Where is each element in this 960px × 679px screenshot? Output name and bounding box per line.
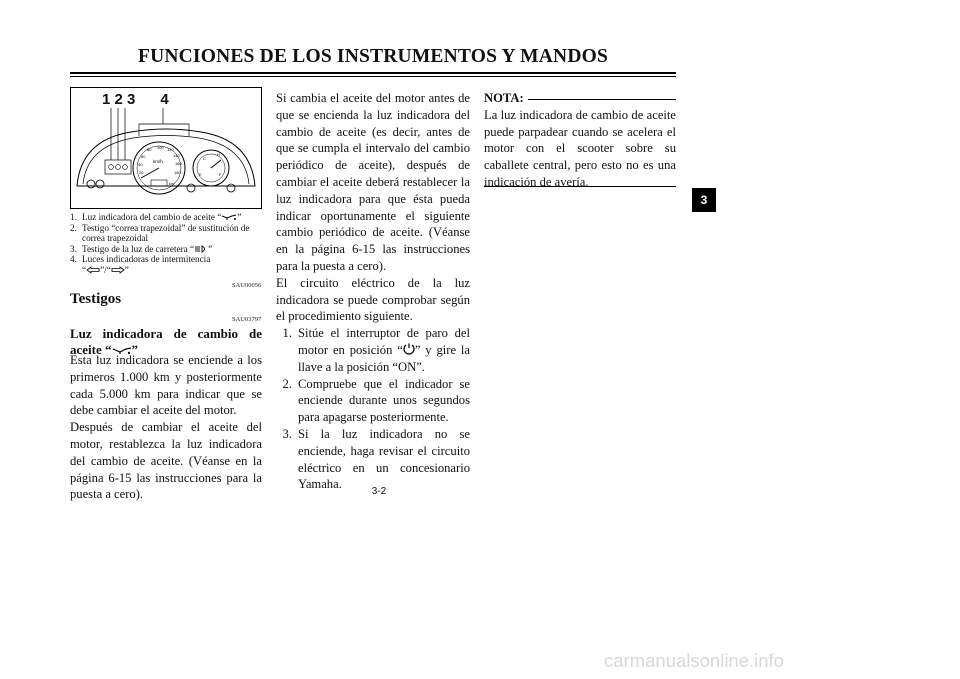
caption-text <box>82 254 210 275</box>
oil-change-icon <box>221 213 237 221</box>
engine-stop-icon <box>403 343 415 355</box>
step-number: 1. <box>282 326 292 341</box>
caption-text-part: Testigo de la luz de carretera “ <box>82 243 195 254</box>
caption-text-part: ” <box>124 264 129 275</box>
note-label: NOTA: <box>484 91 524 105</box>
procedure-step <box>276 325 470 375</box>
high-beam-icon <box>194 245 208 253</box>
step-text: Si la luz indicadora no se enciende, haga revisar el circuito eléctrico en un concesionario Yamaha. <box>298 426 470 492</box>
caption-text: Testigo “correa trapezoidal” de sustitución de correa trapezoidal <box>82 222 250 244</box>
caption-number: 3. <box>70 243 77 254</box>
paragraph: Después de cambiar el aceite del motor, restablezca la luz indicadora del cambio de aceite. (Véanse en la página 6-15 las instrucciones para la puesta a cero). <box>70 420 262 502</box>
caption-number: 2. <box>70 222 77 233</box>
step-text-part: ” y gire la llave a la posición “ON”. <box>298 342 470 374</box>
column-left-text <box>70 352 262 503</box>
instrument-cluster-drawing <box>71 88 261 208</box>
caption-text-part: Luz indicadora del cambio de aceite “ <box>82 212 222 222</box>
caption-text-part: ” <box>237 212 242 222</box>
note-end-rule <box>484 186 676 187</box>
speedo-tick: 120 <box>167 147 174 152</box>
caption-text-part: ” <box>208 243 213 254</box>
subsection-title-part: Luz indicadora de cambio de aceite “ <box>70 326 262 357</box>
speedo-tick: 160 <box>175 161 182 166</box>
chapter-tab: 3 <box>692 188 716 212</box>
gauge-label-cold: C <box>203 156 206 161</box>
step-number: 2. <box>282 376 292 391</box>
note-heading <box>484 90 676 107</box>
speedo-tick: 60 <box>141 154 146 159</box>
column-middle-text <box>276 90 470 493</box>
header-rule-thin <box>70 76 676 77</box>
reference-code: SAU00056 <box>232 282 262 289</box>
page-number: 3-2 <box>371 486 387 497</box>
speedo-tick: 100 <box>157 145 164 150</box>
caption-text <box>82 244 212 255</box>
speedo-tick: 40 <box>138 162 143 167</box>
page-header: FUNCIONES DE LOS INSTRUMENTOS Y MANDOS <box>137 46 609 67</box>
procedure-step <box>276 376 470 426</box>
procedure-step <box>276 426 470 493</box>
step-number: 3. <box>282 426 292 441</box>
speedo-unit: km/h <box>153 159 163 164</box>
turn-right-icon <box>111 266 125 274</box>
reference-code: SAU03797 <box>232 316 262 323</box>
gauge-label-hot: H <box>217 152 220 157</box>
paragraph: Esta luz indicadora se enciende a los primeros 1.000 km y posteriormente cada 5.000 km para indicar que se debe cambiar el aceite del motor. <box>70 353 262 418</box>
caption-item <box>70 212 264 223</box>
caption-item <box>70 244 264 255</box>
instrument-panel-figure <box>70 87 262 209</box>
section-title: Testigos <box>70 291 122 307</box>
header-rule <box>70 72 676 74</box>
odometer-unit: km <box>169 182 174 186</box>
speedo-tick: 20 <box>139 170 144 175</box>
watermark: carmanualsonline.info <box>604 650 784 671</box>
gauge-label-full: F <box>219 172 222 177</box>
caption-text-part: ”/“ <box>100 264 111 275</box>
paragraph: El circuito eléctrico de la luz indicadora se puede comprobar según el procedimiento siguiente. <box>276 275 470 324</box>
turn-left-icon <box>86 266 100 274</box>
figure-captions <box>70 212 264 276</box>
note-box <box>484 90 676 191</box>
caption-item <box>70 254 264 275</box>
caption-number: 4. <box>70 254 77 265</box>
note-heading-rule <box>528 99 676 100</box>
caption-text <box>82 212 241 223</box>
caption-text-part: “ <box>82 264 87 275</box>
gauge-label-empty: E <box>199 172 202 177</box>
procedure-steps <box>276 325 470 493</box>
speedo-tick: 140 <box>173 153 180 158</box>
caption-item <box>70 223 264 244</box>
speedo-tick: 180 <box>174 170 181 175</box>
step-text: Compruebe que el indicador se enciende durante unos segundos para apagarse posteriormente. <box>298 376 470 425</box>
step-text <box>298 325 470 375</box>
paragraph: Si cambia el aceite del motor antes de que se encienda la luz indicadora del cambio de aceite (es decir, antes de que se cumpla el intervalo del cambio periódico de aceite), después de cambiar el aceite deberá restablecer la luz indicadora para que ésta pueda indicar oportunamente el siguiente cambio periódico de aceite. (Véanse en la página 6-15 las instrucciones para la puesta a cero). <box>276 91 470 273</box>
step-text-part: Sitúe el interruptor de paro del motor en posición “ <box>298 326 470 357</box>
caption-text-part: Luces indicadoras de intermitencia <box>82 254 211 265</box>
speedo-tick: 80 <box>147 147 152 152</box>
note-text: La luz indicadora de cambio de aceite puede parpadear cuando se acelera el motor con el scooter sobre su caballete central, pero esto no es una indicación de avería. <box>484 107 676 189</box>
figure-callout-numbers: 1 2 3 4 <box>102 91 169 108</box>
subsection-title-part: ” <box>131 342 139 357</box>
caption-number: 1. <box>70 212 77 222</box>
